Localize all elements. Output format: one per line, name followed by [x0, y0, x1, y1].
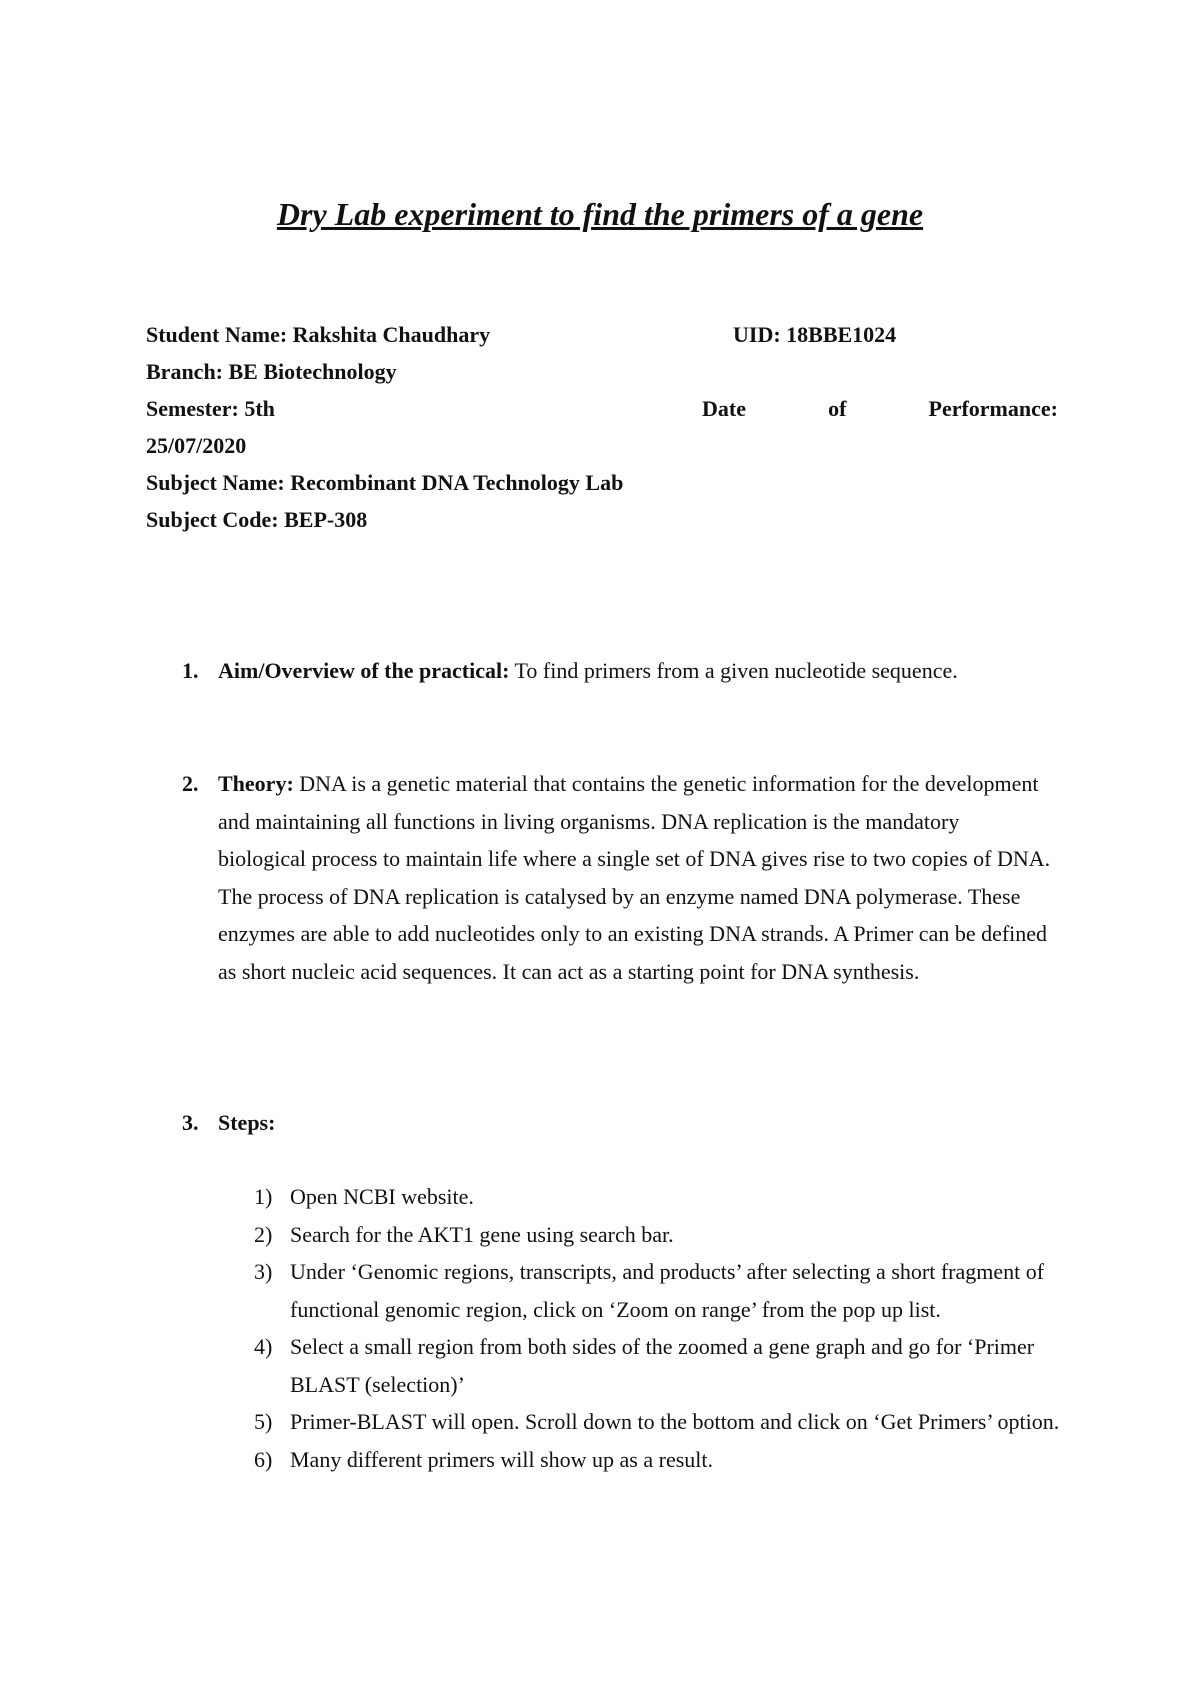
- section-body: [218, 652, 1062, 690]
- list-item: [254, 1441, 1074, 1479]
- info-row-branch: [146, 353, 1058, 390]
- date-word: Date: [702, 396, 746, 421]
- date-of-performance-label: [702, 390, 1058, 427]
- subject-name: Subject Name: Recombinant DNA Technology Lab: [146, 470, 624, 495]
- step-text: Open NCBI website.: [290, 1184, 474, 1209]
- step-number: 5): [254, 1409, 273, 1434]
- section-text: To find primers from a given nucleotide sequence.: [514, 658, 958, 683]
- step-number: 1): [254, 1184, 273, 1209]
- info-row-subject-name: [146, 464, 1058, 501]
- subject-code: Subject Code: BEP-308: [146, 507, 368, 532]
- step-number: 6): [254, 1446, 273, 1472]
- section-text: DNA is a genetic material that contains the genetic information for the development and maintaining all functions in living organisms. DNA replication is the mandatory biological process to maintain life where a single set of DNA gives rise to two copies of DNA. The process of DNA replication is catalysed by an enzyme named DNA polymerase. These enzymes are able to add nucleotides only to an existing DNA strands. A Primer can be defined as short nucleic acid sequences. It can act as a starting point for DNA synthesis.: [218, 771, 1051, 984]
- section-number: 3.: [182, 1110, 199, 1135]
- section-number: 1.: [182, 658, 199, 683]
- list-item: [254, 1328, 1074, 1403]
- step-text: Under ‘Genomic regions, transcripts, and products’ after selecting a short fragment of functional genomic region, click on ‘Zoom on range’ from the pop up list.: [290, 1259, 1045, 1322]
- section-steps: [182, 1104, 1062, 1142]
- info-row-student: [146, 316, 1058, 353]
- date-of-performance-value: 25/07/2020: [146, 433, 247, 458]
- student-info-block: [146, 316, 1058, 538]
- list-item: [254, 1403, 1074, 1441]
- section-aim: [182, 652, 1062, 690]
- step-number: 3): [254, 1259, 273, 1284]
- section-number: 2.: [182, 771, 199, 796]
- info-row-semester: [146, 390, 1058, 427]
- performance-word: Performance:: [928, 396, 1058, 421]
- steps-list: [254, 1178, 1074, 1478]
- page-title: Dry Lab experiment to find the primers of a gene: [276, 196, 924, 232]
- section-heading: Theory:: [218, 771, 294, 796]
- list-item: [254, 1178, 1074, 1216]
- step-text: Select a small region from both sides of the zoomed a gene graph and go for ‘Primer BLAST (selection)’: [290, 1334, 1035, 1397]
- student-uid: UID: 18BBE1024: [733, 322, 897, 347]
- student-name: Student Name: Rakshita Chaudhary: [146, 322, 491, 347]
- step-number: 4): [254, 1334, 273, 1359]
- branch: Branch: BE Biotechnology: [146, 359, 397, 384]
- step-text: Many different primers will show up as a result.: [290, 1446, 714, 1472]
- section-heading: Steps:: [218, 1110, 276, 1135]
- info-row-date: [146, 427, 1058, 464]
- of-word: of: [828, 396, 847, 421]
- section-heading: Aim/Overview of the practical:: [218, 658, 510, 683]
- step-text: Primer-BLAST will open. Scroll down to the bottom and click on ‘Get Primers’ option.: [290, 1409, 1060, 1434]
- step-number: 2): [254, 1221, 273, 1247]
- info-row-subject-code: [146, 501, 1058, 538]
- section-body: [218, 1104, 1062, 1142]
- semester: Semester: 5th: [146, 396, 275, 421]
- list-item: [254, 1253, 1074, 1328]
- section-theory: [182, 765, 1052, 990]
- list-item: [254, 1216, 1074, 1254]
- section-body: [218, 765, 1052, 990]
- step-text: Search for the AKT1 gene using search bar.: [290, 1221, 674, 1247]
